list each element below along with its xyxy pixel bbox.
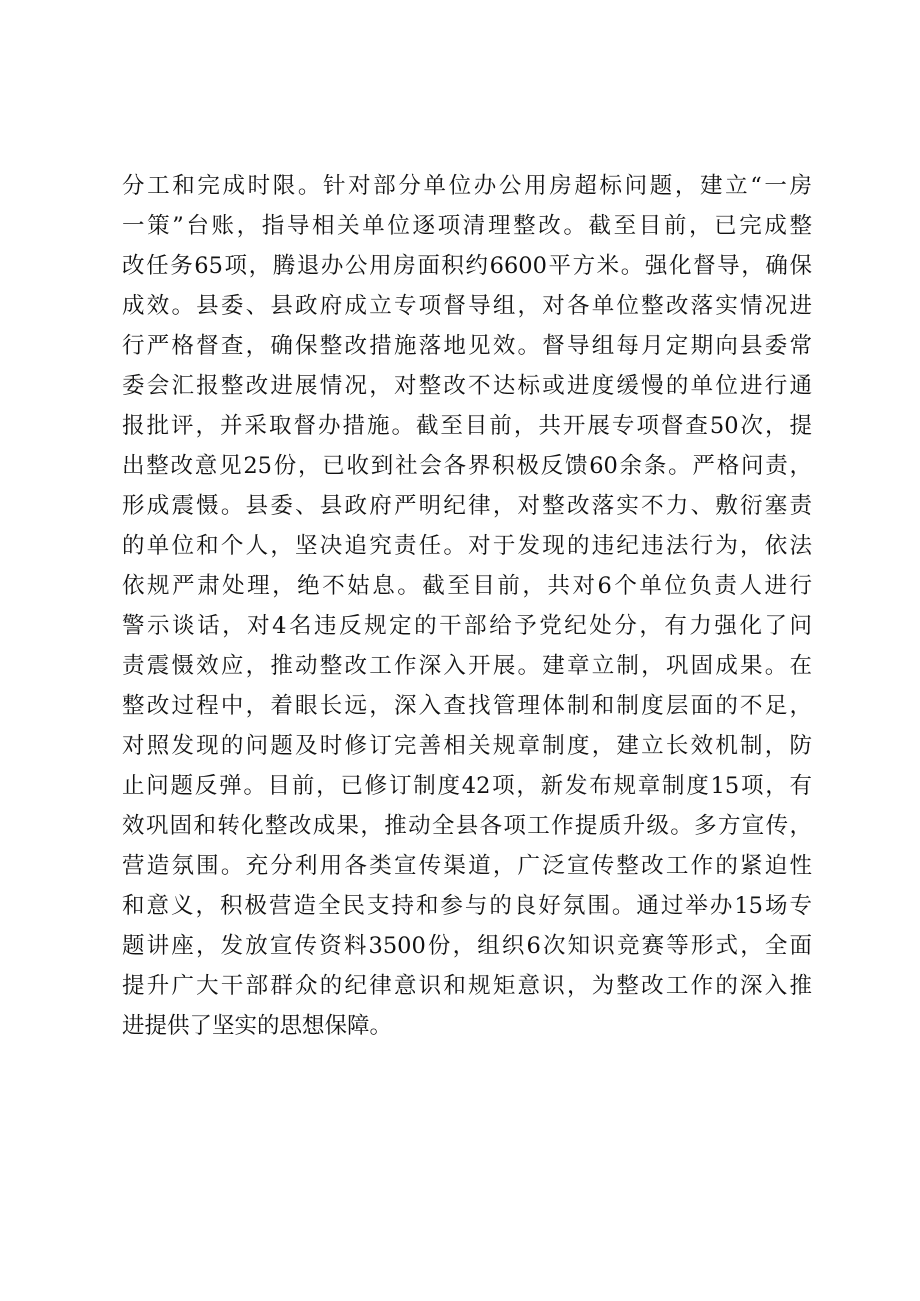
text-line: 警示谈话，对4名违反规定的干部给予党纪处分，有力强化了问: [122, 613, 812, 639]
text-line: 的单位和个人，坚决追究责任。对于发现的违纪违法行为，依法: [122, 533, 812, 559]
text-line: 依规严肃处理，绝不姑息。截至目前，共对6个单位负责人进行: [122, 573, 812, 599]
text-line: 报批评，并采取督办措施。截至目前，共开展专项督查50次，提: [122, 413, 812, 439]
text-line: 分工和完成时限。针对部分单位办公用房超标问题，建立“一房: [122, 173, 812, 199]
text-line: 整改过程中，着眼长远，深入查找管理体制和制度层面的不足，: [122, 693, 812, 719]
text-line: 一策”台账，指导相关单位逐项清理整改。截至目前，已完成整: [122, 213, 812, 239]
text-line: 委会汇报整改进展情况，对整改不达标或进度缓慢的单位进行通: [122, 373, 812, 399]
text-line: 题讲座，发放宣传资料3500份，组织6次知识竞赛等形式，全面: [122, 933, 812, 959]
body-paragraph: [122, 166, 812, 1046]
text-line: 成效。县委、县政府成立专项督导组，对各单位整改落实情况进: [122, 293, 812, 319]
text-line: 效巩固和转化整改成果，推动全县各项工作提质升级。多方宣传，: [122, 813, 812, 839]
text-line: 出整改意见25份，已收到社会各界积极反馈60余条。严格问责，: [122, 453, 812, 479]
text-line: 止问题反弹。目前，已修订制度42项，新发布规章制度15项，有: [122, 773, 812, 799]
text-line: 改任务65项，腾退办公用房面积约6600平方米。强化督导，确保: [122, 253, 812, 279]
text-line: 进提供了坚实的思想保障。: [122, 1013, 393, 1039]
text-line: 提升广大干部群众的纪律意识和规矩意识，为整改工作的深入推: [122, 973, 812, 999]
text-line: 对照发现的问题及时修订完善相关规章制度，建立长效机制，防: [122, 733, 812, 759]
text-line: 和意义，积极营造全民支持和参与的良好氛围。通过举办15场专: [122, 893, 812, 919]
text-line: 行严格督查，确保整改措施落地见效。督导组每月定期向县委常: [122, 333, 812, 359]
text-line: 责震慑效应，推动整改工作深入开展。建章立制，巩固成果。在: [122, 653, 812, 679]
text-line: 形成震慑。县委、县政府严明纪律，对整改落实不力、敷衍塞责: [122, 493, 812, 519]
text-line: 营造氛围。充分利用各类宣传渠道，广泛宣传整改工作的紧迫性: [122, 853, 812, 879]
